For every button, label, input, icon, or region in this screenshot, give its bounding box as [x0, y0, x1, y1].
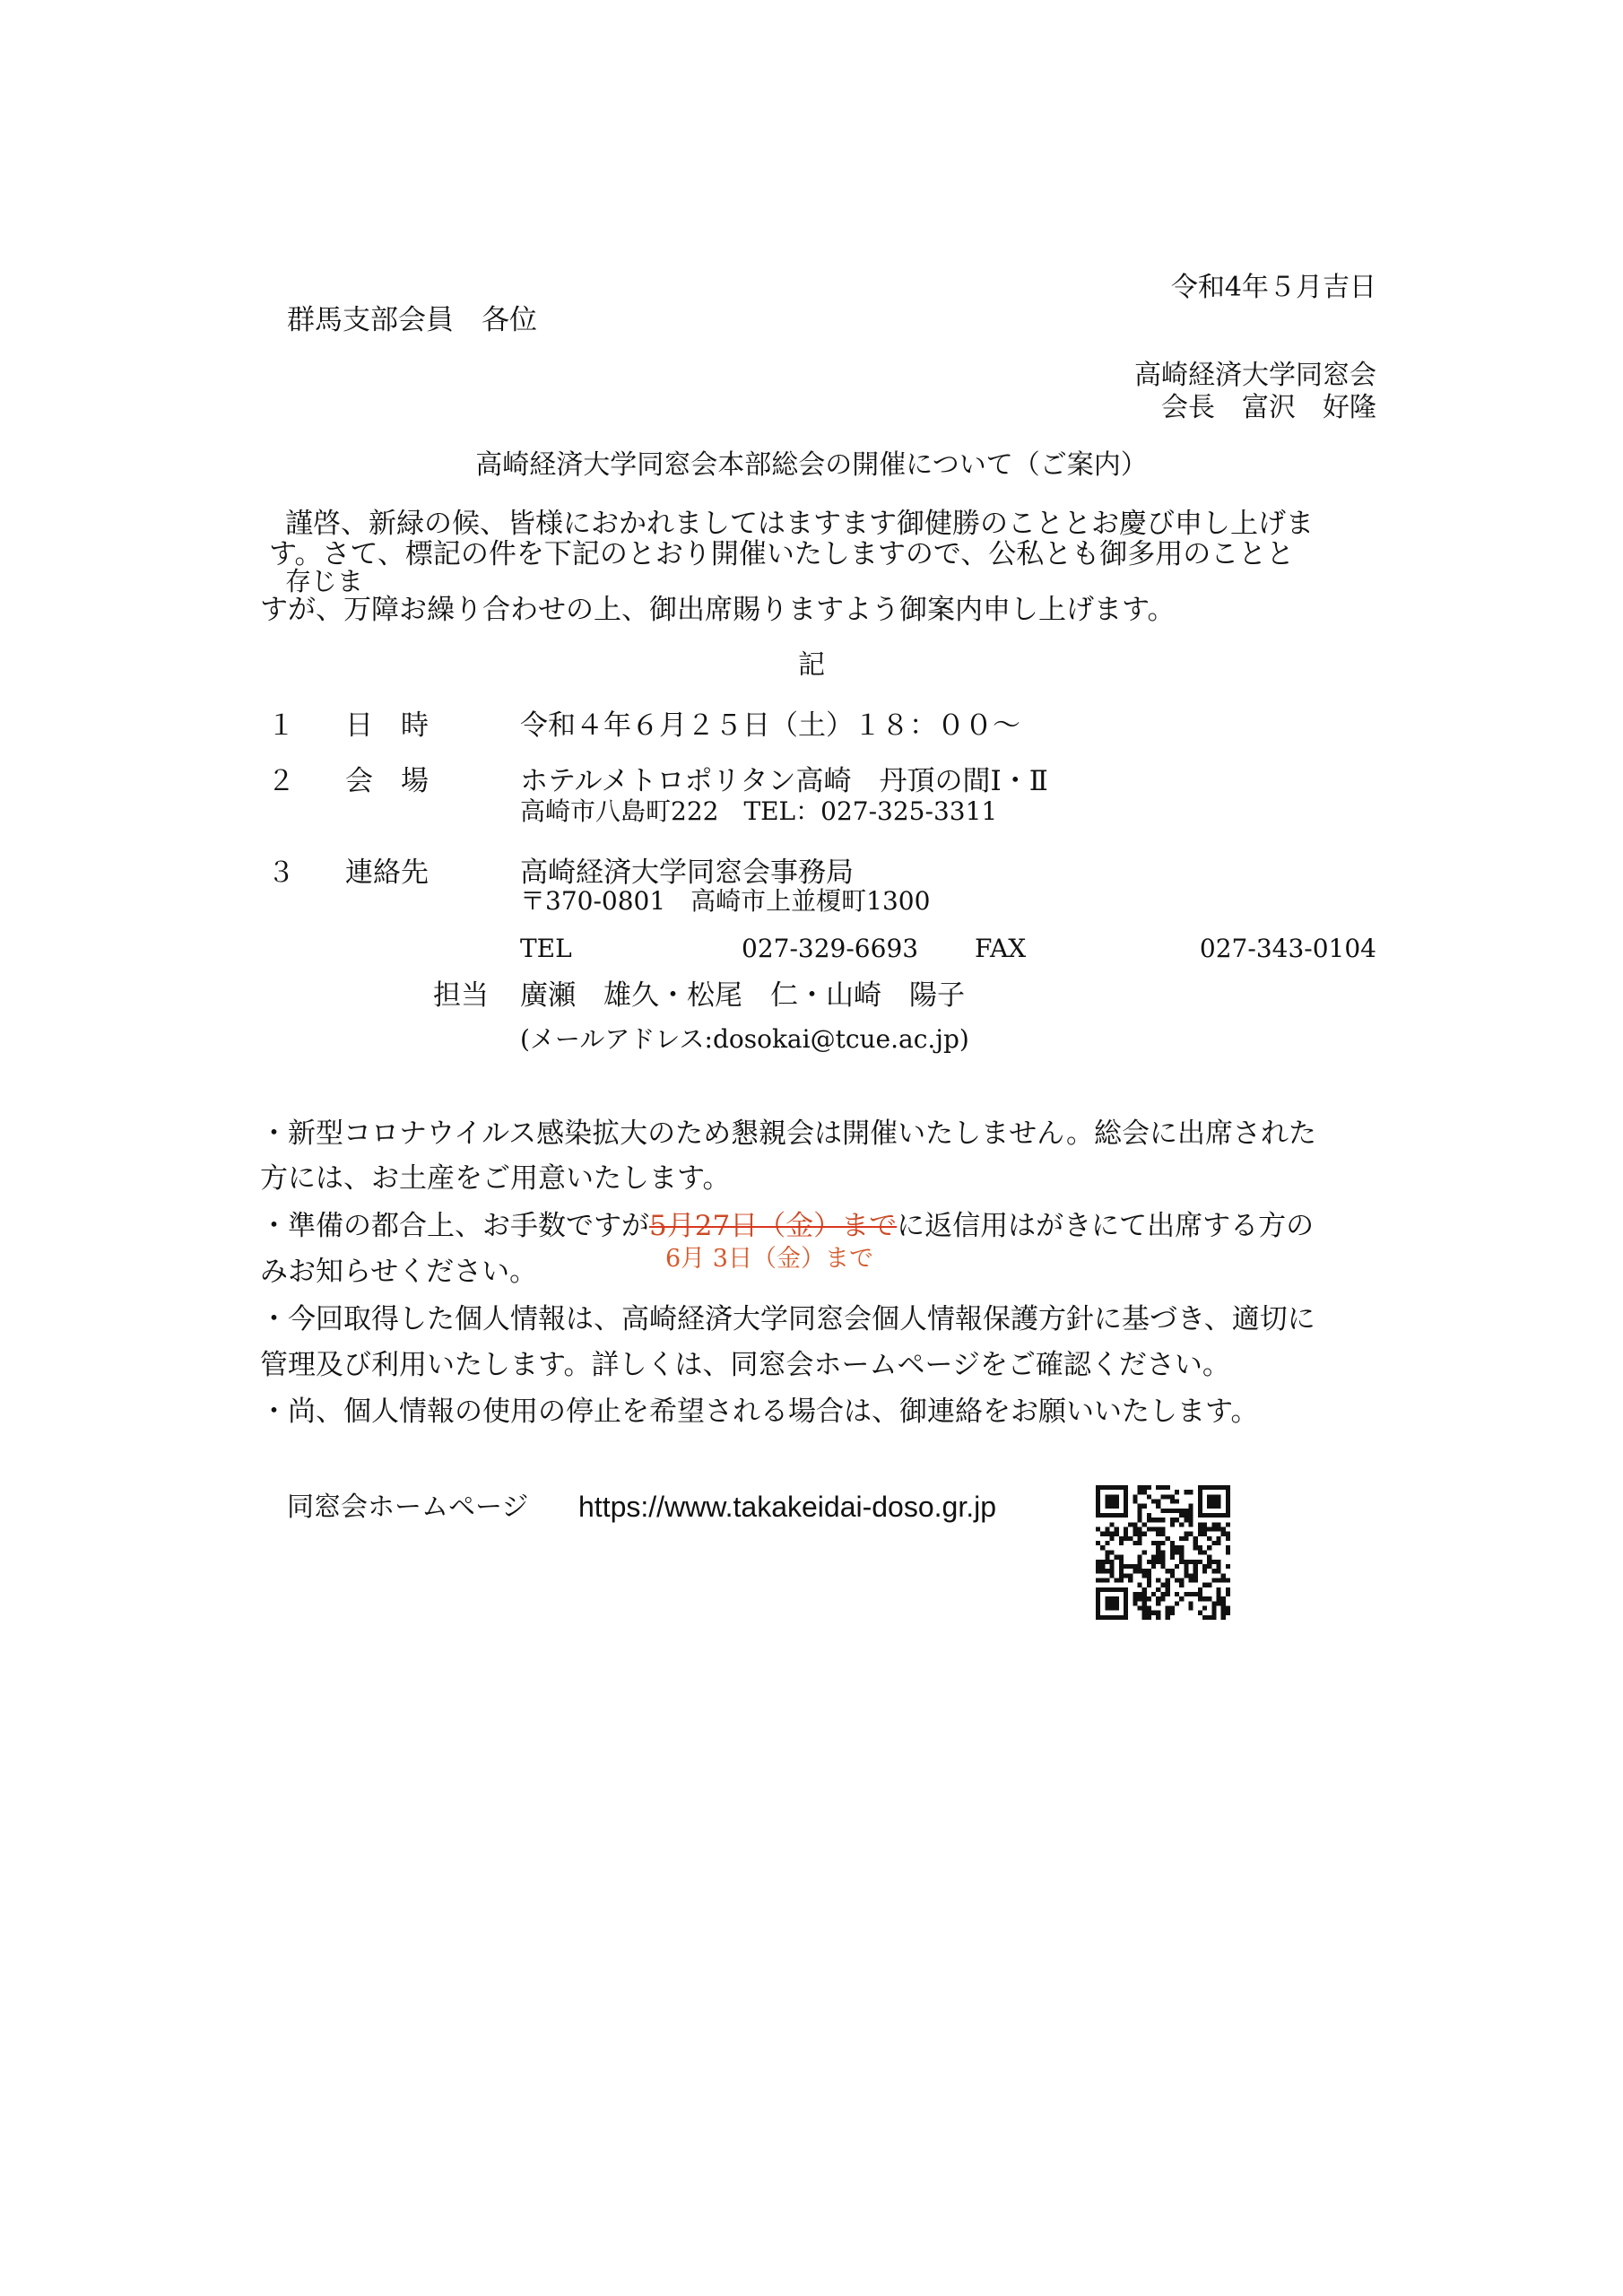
corrected-deadline: 6月 3日（金）まで [665, 1245, 873, 1273]
president-name: 会長 富沢 好隆 [1161, 392, 1376, 423]
document-subject: 高崎経済大学同窓会本部総会の開催について（ご案内） [475, 449, 1148, 481]
item-3-number: ３ [267, 857, 295, 889]
contact-address: 〒370-0801 高崎市上並榎町1300 [520, 886, 931, 916]
note-2-prefix: ・準備の都合上、お手数ですが [260, 1210, 649, 1242]
ki-heading: 記 [798, 649, 825, 681]
venue-address: 高崎市八島町222 TEL：027-325-3311 [520, 796, 998, 826]
homepage-url[interactable]: https://www.takakeidai-doso.gr.jp [578, 1491, 997, 1523]
greeting-line-1: 謹啓、新緑の候、皆様におかれましてはますます御健勝のこととお慶び申し上げま [285, 508, 1314, 540]
qr-code-icon[interactable] [1096, 1485, 1230, 1620]
tel-number: 027-329-6693 [742, 934, 919, 963]
item-1-number: １ [267, 709, 295, 742]
fax-number: 027-343-0104 [1199, 934, 1376, 963]
note-1-line-2: 方には、お土産をご用意いたします。 [260, 1162, 731, 1195]
recipient: 群馬支部会員 各位 [287, 304, 537, 336]
staff-names: 廣瀬 雄久・松尾 仁・山崎 陽子 [520, 979, 965, 1012]
venue-name: ホテルメトロポリタン高崎 丹頂の間Ⅰ・Ⅱ [520, 765, 1048, 797]
note-2-line-2: みお知らせください。 [260, 1256, 538, 1288]
greeting-line-2: す。さて、標記の件を下記のとおり開催いたしますので、公私とも御多用のことと [269, 538, 1295, 570]
note-2-line-1 [260, 1208, 1314, 1244]
fax-label: FAX [975, 934, 1027, 963]
tel-label: TEL [520, 934, 572, 963]
staff-label: 担当 [433, 979, 489, 1012]
note-2-suffix: に返信用はがきにて出席する方の [897, 1210, 1315, 1242]
struck-deadline: 5月27日（金）まで [649, 1210, 898, 1242]
item-1-value: 令和４年６月２５日（土）１８：００～ [520, 709, 1020, 742]
organization-name: 高崎経済大学同窓会 [1134, 360, 1376, 391]
homepage-label: 同窓会ホームページ [287, 1492, 529, 1523]
item-2-label: 会 場 [345, 765, 429, 797]
document-date: 令和4年５月吉日 [1170, 272, 1376, 303]
item-1-label: 日 時 [345, 709, 429, 742]
item-2-number: ２ [267, 765, 295, 797]
note-1-line-1: ・新型コロナウイルス感染拡大のため懇親会は開催いたしません。総会に出席された [260, 1118, 1316, 1150]
greeting-line-4: すが、万障お繰り合わせの上、御出席賜りますよう御案内申し上げます。 [260, 594, 1176, 626]
greeting-line-3: 存じま [285, 566, 364, 596]
item-3-label: 連絡先 [345, 857, 429, 889]
note-4: ・尚、個人情報の使用の停止を希望される場合は、御連絡をお願いいたします。 [260, 1396, 1259, 1428]
note-3-line-1: ・今回取得した個人情報は、高崎経済大学同窓会個人情報保護方針に基づき、適切に [260, 1303, 1315, 1335]
note-3-line-2: 管理及び利用いたします。詳しくは、同窓会ホームページをご確認ください。 [260, 1349, 1230, 1381]
contact-email: (メールアドレス:dosokai@tcue.ac.jp) [520, 1024, 969, 1054]
contact-office: 高崎経済大学同窓会事務局 [520, 857, 854, 889]
